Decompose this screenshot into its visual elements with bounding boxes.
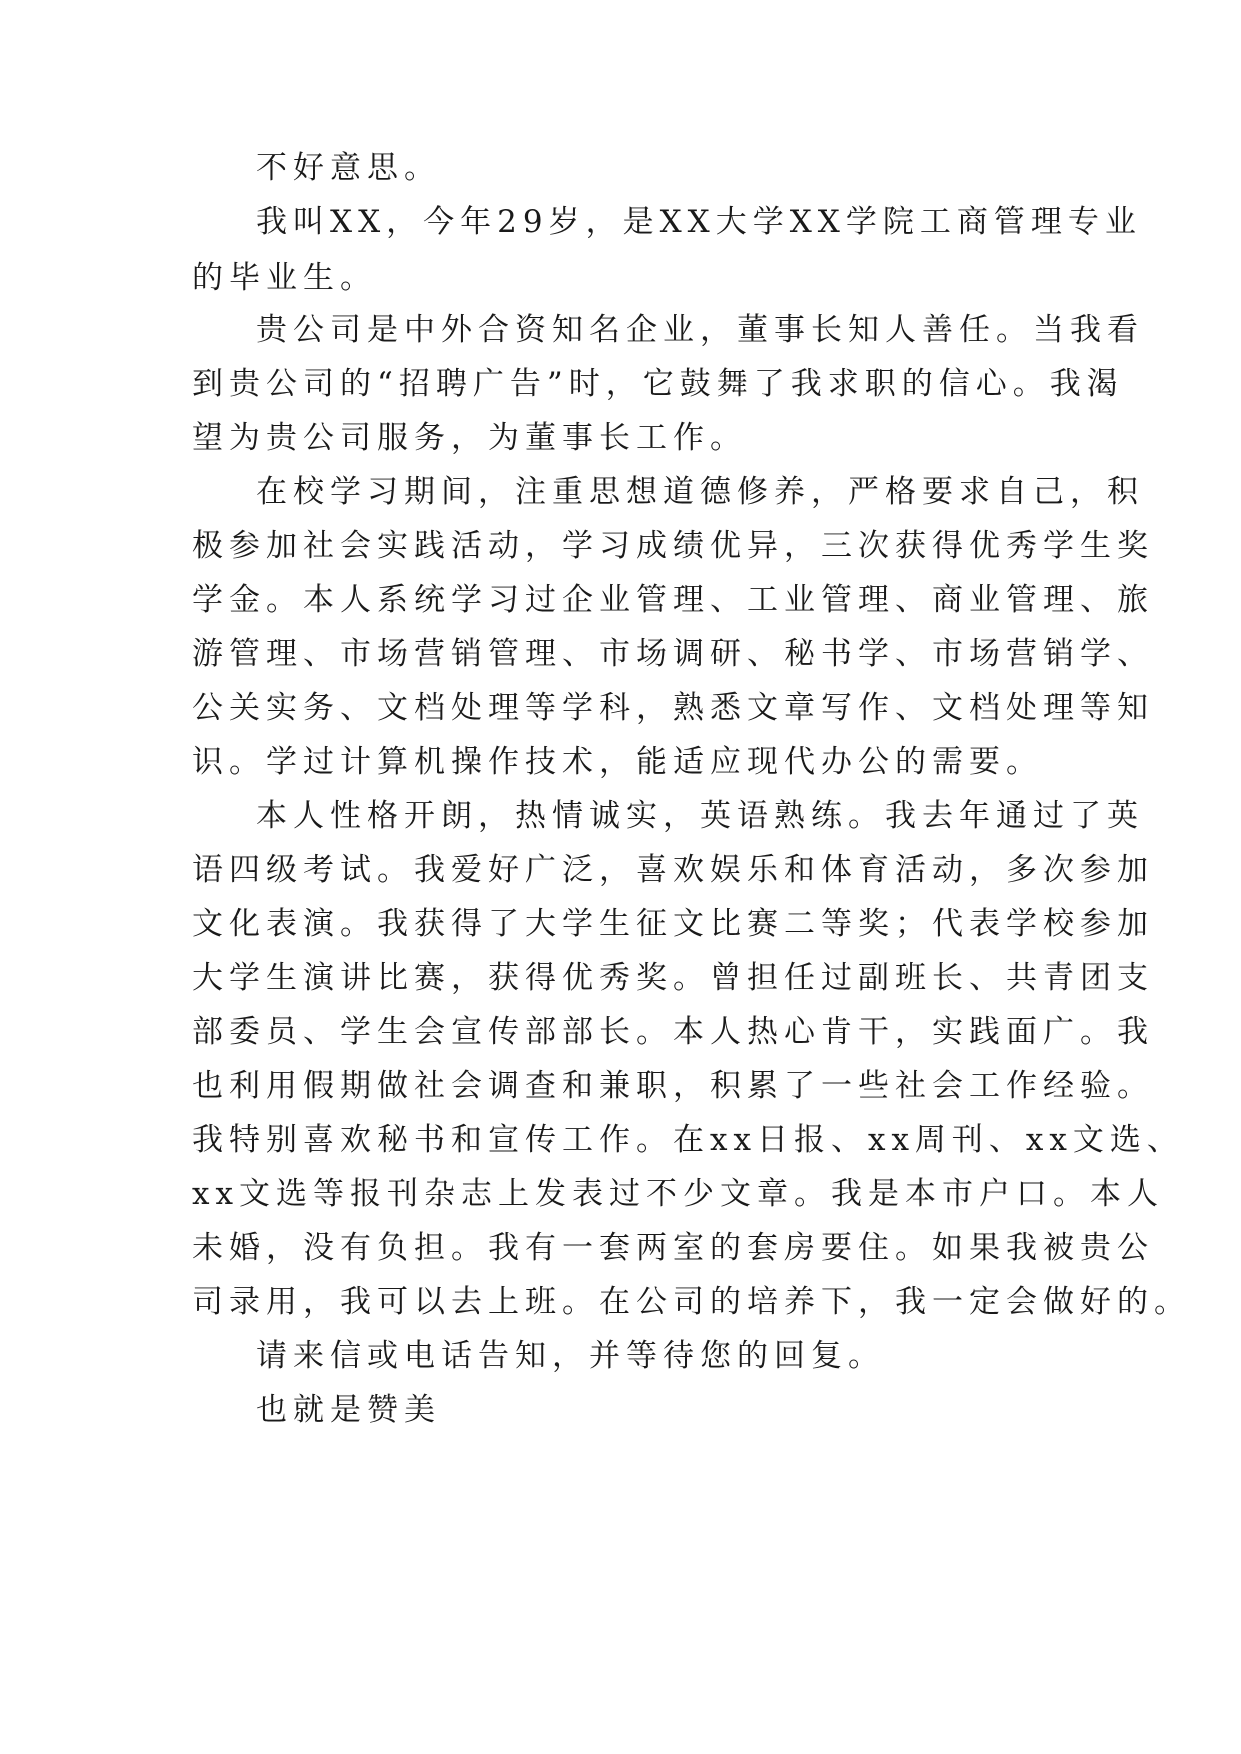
paragraph-line: 学金。本人系统学习过企业管理、工业管理、商业管理、旅 xyxy=(192,582,1154,618)
paragraph-line: 不好意思。 xyxy=(256,150,441,186)
paragraph-line: 文化表演。我获得了大学生征文比赛二等奖；代表学校参加 xyxy=(192,906,1154,942)
paragraph-line: 贵公司是中外合资知名企业，董事长知人善任。当我看 xyxy=(256,312,1144,348)
paragraph-line: 也就是赞美 xyxy=(256,1392,441,1428)
paragraph-line: 请来信或电话告知，并等待您的回复。 xyxy=(256,1338,885,1374)
paragraph-line: 大学生演讲比赛，获得优秀奖。曾担任过副班长、共青团支 xyxy=(192,960,1154,996)
paragraph-line: 极参加社会实践活动，学习成绩优异，三次获得优秀学生奖 xyxy=(192,528,1154,564)
paragraph-line: 在校学习期间，注重思想道德修养，严格要求自己，积 xyxy=(256,474,1144,510)
paragraph-line: 我特别喜欢秘书和宣传工作。在xx日报、xx周刊、xx文选、 xyxy=(192,1122,1184,1158)
paragraph-line: 部委员、学生会宣传部部长。本人热心肯干，实践面广。我 xyxy=(192,1014,1154,1050)
paragraph-line: 我叫XX，今年29岁，是XX大学XX学院工商管理专业 xyxy=(256,204,1142,240)
paragraph-line: 望为贵公司服务，为董事长工作。 xyxy=(192,420,747,456)
paragraph-line: 也利用假期做社会调查和兼职，积累了一些社会工作经验。 xyxy=(192,1068,1154,1104)
paragraph-line: xx文选等报刊杂志上发表过不少文章。我是本市户口。本人 xyxy=(192,1176,1164,1212)
paragraph-line: 的毕业生。 xyxy=(192,260,377,296)
paragraph-line: 游管理、市场营销管理、市场调研、秘书学、市场营销学、 xyxy=(192,636,1154,672)
paragraph-line: 语四级考试。我爱好广泛，喜欢娱乐和体育活动，多次参加 xyxy=(192,852,1154,888)
paragraph-line: 到贵公司的“招聘广告”时，它鼓舞了我求职的信心。我渴 xyxy=(192,366,1124,402)
paragraph-line: 识。学过计算机操作技术，能适应现代办公的需要。 xyxy=(192,744,1043,780)
paragraph-line: 公关实务、文档处理等学科，熟悉文章写作、文档处理等知 xyxy=(192,690,1154,726)
paragraph-line: 本人性格开朗，热情诚实，英语熟练。我去年通过了英 xyxy=(256,798,1144,834)
paragraph-line: 司录用，我可以去上班。在公司的培养下，我一定会做好的。 xyxy=(192,1284,1191,1320)
paragraph-line: 未婚，没有负担。我有一套两室的套房要住。如果我被贵公 xyxy=(192,1230,1154,1266)
